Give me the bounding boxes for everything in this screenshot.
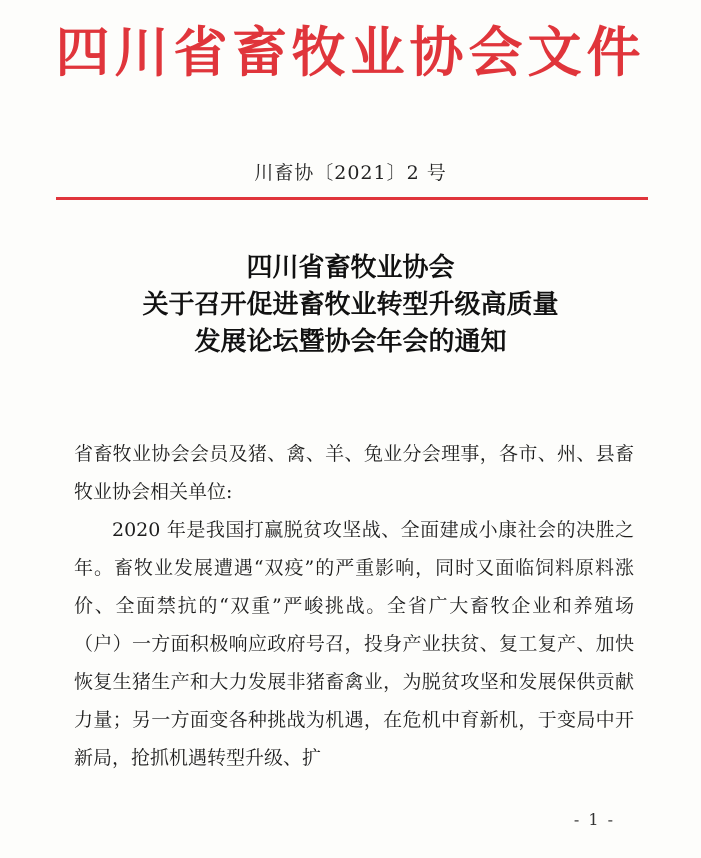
body-paragraph: 2020 年是我国打赢脱贫攻坚战、全面建成小康社会的决胜之年。畜牧业发展遭遇“双疫”的严重影响，同时又面临饲料原料涨价、全面禁抗的“双重”严峻挑战。全省广大畜牧企业和养殖场（户）一方面积极响应政府号召，投身产业扶贫、复工复产、加快恢复生猪生产和大力发展非猪畜禽业，为脱贫攻坚和发展保供贡献力量；另一方面变各种挑战为机遇，在危机中育新机，于变局中开新局，抢抓机遇转型升级、扩 [74, 519, 634, 769]
salutation: 省畜牧业协会会员及猪、禽、羊、兔业分会理事，各市、州、县畜牧业协会相关单位: [74, 443, 634, 503]
document-header-title: 四川省畜牧业协会文件 [55, 21, 646, 84]
notice-title-line: 关于召开促进畜牧业转型升级高质量 [142, 290, 559, 320]
notice-title-line: 四川省畜牧业协会 [246, 253, 455, 283]
page-number: - 1 - [573, 810, 615, 829]
notice-title [0, 250, 701, 361]
red-divider-line [56, 197, 648, 200]
document-body [74, 435, 634, 777]
document-number: 川畜协〔2021〕2 号 [254, 162, 447, 184]
notice-title-line: 发展论坛暨协会年会的通知 [194, 327, 507, 357]
